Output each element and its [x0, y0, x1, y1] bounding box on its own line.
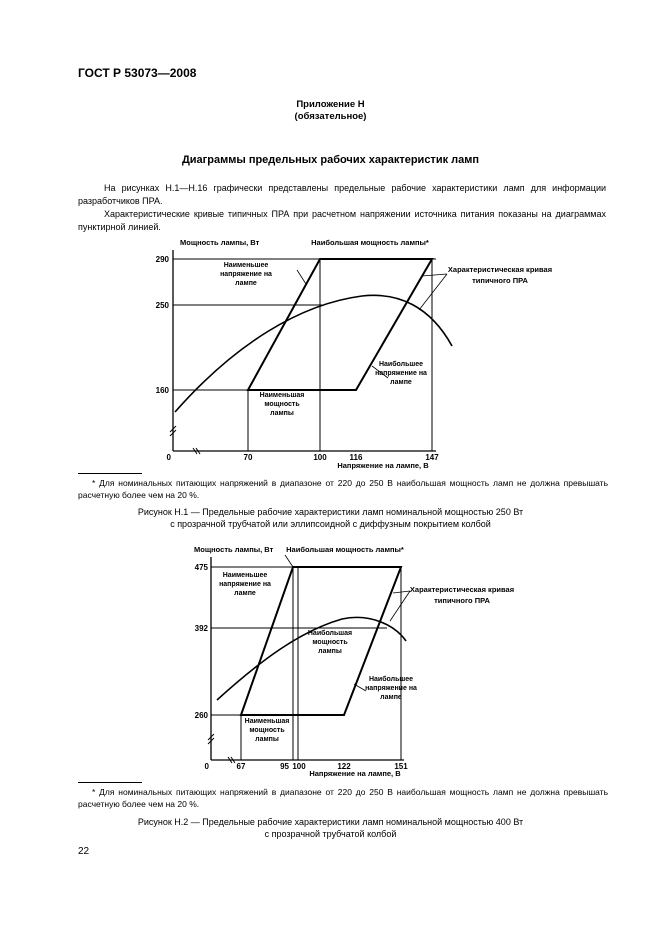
- ballast-curve: [175, 295, 452, 412]
- x-tick-label: 151: [394, 762, 408, 771]
- annex-status: (обязательное): [294, 111, 367, 122]
- y-tick-label: 290: [155, 255, 169, 264]
- label-ballast-curve: Характеристическая кривая типичного ПРА: [409, 585, 515, 605]
- y-tick-label: 250: [155, 301, 169, 310]
- footnote: * Для номинальных питающих напряжений в диапазоне от 220 до 250 В наибольшая мощность ламп не должна превышать расчетную более чем на 20 %.: [78, 787, 608, 809]
- figure-caption: [0, 506, 661, 530]
- origin-label: 0: [204, 762, 209, 771]
- label-ballast-curve: Характеристическая кривая типичного ПРА: [447, 265, 553, 285]
- y-axis-label: Мощность лампы, Вт: [194, 545, 274, 554]
- label-max-power: Наибольшая мощность лампы*: [311, 238, 429, 247]
- label-max-voltage: Наибольшее напряжение на лампе: [365, 676, 417, 701]
- section-title: Диаграммы предельных рабочих характеристик ламп: [181, 154, 480, 166]
- footnote-rule: [78, 473, 142, 474]
- x-tick-label: 100: [313, 453, 327, 462]
- page-number: 22: [78, 846, 90, 857]
- annex-heading: [0, 99, 661, 123]
- y-tick-label: 392: [194, 624, 208, 633]
- y-axis-label: Мощность лампы, Вт: [180, 238, 260, 247]
- label-nominal-power: Наибольшая мощность лампы: [307, 630, 353, 655]
- caption-line: с прозрачной трубчатой или эллипсоидной с диффузным покрытием колбой: [170, 519, 491, 529]
- caption-line: Рисунок Н.1 — Предельные рабочие характеристики ламп номинальной мощностью 250 Вт: [137, 507, 524, 517]
- caption-line: Рисунок Н.2 — Предельные рабочие характеристики ламп номинальной мощностью 400 Вт: [137, 817, 524, 827]
- label-min-voltage: Наименьшее напряжение на лампе: [219, 572, 271, 597]
- label-max-power: Наибольшая мощность лампы*: [286, 545, 404, 554]
- document-header: ГОСТ Р 53073—2008: [78, 66, 197, 80]
- x-tick-label: 100: [292, 762, 306, 771]
- paragraph: На рисунках Н.1—Н.16 графически представлены предельные рабочие характеристики ламп для информации разработчиков ПРА.: [78, 183, 606, 206]
- y-tick-label: 260: [194, 711, 208, 720]
- x-axis-label: Напряжение на лампе, В: [337, 461, 429, 470]
- paragraph: Характеристические кривые типичных ПРА при расчетном напряжении источника питания показаны на диаграммах пунктирной линией.: [78, 209, 606, 232]
- x-tick-label: 122: [337, 762, 351, 771]
- y-tick-label: 475: [194, 563, 208, 572]
- annex-title: Приложение Н: [296, 99, 365, 110]
- figure-1-chart: [140, 234, 560, 474]
- y-tick-label: 160: [155, 386, 169, 395]
- caption-line: с прозрачной трубчатой колбой: [264, 829, 397, 839]
- figure-caption: [0, 816, 661, 840]
- origin-label: 0: [166, 453, 171, 462]
- x-tick-label: 67: [236, 762, 246, 771]
- x-tick-label: 70: [243, 453, 253, 462]
- x-axis-label: Напряжение на лампе, В: [309, 769, 401, 778]
- figure-2-chart: [190, 541, 520, 781]
- x-tick-label: 147: [425, 453, 439, 462]
- label-min-voltage: Наименьшее напряжение на лампе: [220, 262, 272, 287]
- footnote: * Для номинальных питающих напряжений в диапазоне от 220 до 250 В наибольшая мощность ламп не должна превышать расчетную более чем на 20 %.: [78, 478, 608, 500]
- footnote-rule: [78, 782, 142, 783]
- label-max-voltage: Наибольшее напряжение на лампе: [375, 361, 427, 386]
- label-min-power: Наименьшая мощность лампы: [259, 392, 305, 417]
- x-tick-label: 95: [280, 762, 289, 771]
- label-min-power: Наименьшая мощность лампы: [244, 718, 290, 743]
- x-tick-label: 116: [349, 453, 363, 462]
